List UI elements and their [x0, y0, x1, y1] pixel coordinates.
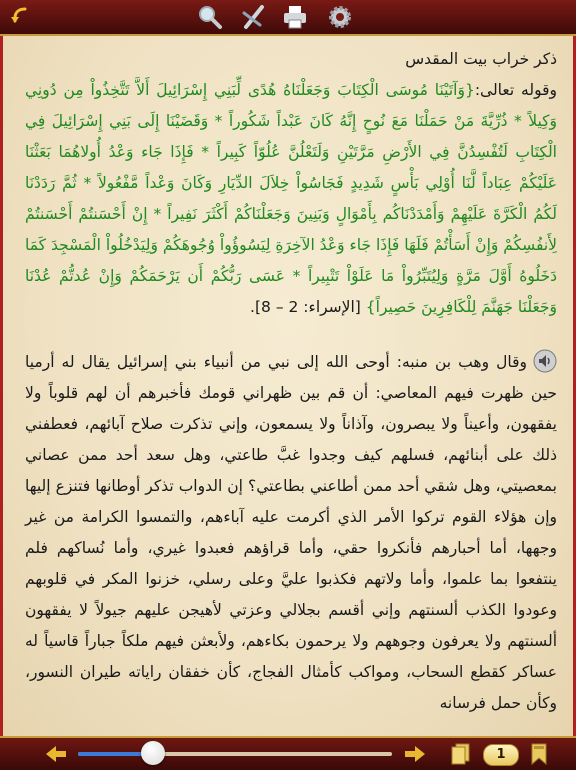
bookmark-icon[interactable] [528, 742, 550, 766]
section-heading: ذكر خراب بيت المقدس [405, 50, 557, 68]
gear-icon[interactable] [326, 3, 354, 31]
citation: [الإسراء: 2 – 8]. [250, 298, 366, 316]
bottom-toolbar [0, 736, 576, 770]
intro-text: وقوله تعالى: [474, 81, 557, 99]
quran-verse: {وَآتَيْنَا مُوسَى الْكِتَابَ وَجَعَلْنَاهُ هُدًى لِّبَنِي إِسْرَائِيلَ أَلاَّ تَتَّخِذُواْ مِن دُونِي وَكِيلاً * ذُرِّيَّةَ مَنْ حَمَلْنَا مَعَ نُوحٍ إِنَّهُ كَانَ عَبْداً شَكُوراً * وَقَضَيْنَا إِلَى بَنِي إِسْرَائِيلَ فِي الْكِتَابِ لَتُفْسِدُنَّ فِي الأَرْضِ مَرَّتَيْنِ وَلَتَعْلُنَّ عُلُوّاً كَبِيراً * فَإِذَا جَاء وَعْدُ أُولاهُمَا بَعَثْنَا عَلَيْكُمْ عِبَاداً لَّنَا أُوْلِي بَأْسٍ شَدِيدٍ فَجَاسُواْ خِلاَلَ الدِّيَارِ وَكَانَ وَعْداً مَّفْعُولاً * ثُمَّ رَدَدْنَا لَكُمُ الْكَرَّةَ عَلَيْهِمْ وَأَمْدَدْنَاكُم بِأَمْوَالٍ وَبَنِينَ وَجَعَلْنَاكُمْ أَكْثَرَ نَفِيراً * إِنْ أَحْسَنتُمْ أَحْسَنتُمْ لِأَنفُسِكُمْ وَإِنْ أَسَأْتُمْ فَلَهَا فَإِذَا جَاء وَعْدُ الآخِرَةِ لِيَسُوؤُواْ وُجُوهَكُمْ وَلِيَدْخُلُواْ الْمَسْجِدَ كَمَا دَخَلُوهُ أَوَّلَ مَرَّةٍ وَلِيُتَبِّرُواْ مَا عَلَوْاْ تَتْبِيراً * عَسَى رَبُّكُمْ أَن يَرْحَمَكُمْ وَإِنْ عُدتُّمْ عُدْنَا وَجَعَلْنَا جَهَنَّمَ لِلْكَافِرِينَ حَصِيراً} [25, 81, 557, 316]
page-slider[interactable] [78, 752, 392, 756]
arrow-right-icon[interactable] [403, 744, 427, 764]
page-number-badge: 1 [483, 744, 519, 766]
back-arrow-icon[interactable] [8, 3, 36, 31]
slider-thumb[interactable] [141, 741, 165, 765]
search-icon[interactable] [196, 3, 224, 31]
book-page [0, 36, 576, 736]
narration-paragraph [25, 347, 557, 719]
pen-ruler-icon[interactable] [240, 3, 268, 31]
speaker-icon[interactable] [533, 349, 557, 373]
narration-text: وقال وهب بن منبه: أوحى الله إلى نبي من أنبياء بني إسرائيل يقال له أرميا حين ظهرت فيهم المعاصي: أن قم بين ظهراني قومك فأخبرهم أن لهم قلوباً ولا يفقهون، وأعيناً ولا يبصرون، وآذاناً ولا يسمعون، وإني تذكرت صلاح آبائهم، فعطفني ذلك على أبنائهم، فسلهم كيف وجدوا غبَّ طاعتي، وهل سعد أحد ممن عصاني بمعصيتي، وهل شقي أحد ممن أطاعني بطاعتي؟ إن الدواب تذكر أوطانها فتنزع إليها وإن هؤلاء القوم تركوا الأمر الذي أكرمت عليه آباءهم، والتمسوا الكرامة من غير وجهها، أما أحبارهم فأنكروا حقي، وأما قراؤهم فعبدوا غيري، وأما نُساكهم فلم ينتفعوا بما علموا، وأما ولاتهم فكذبوا عليَّ وعلى رسلي، خزنوا المكر في قلوبهم وعودوا الكذب ألسنتهم وإني أقسم بجلالي وعزتي لأهيجن عليهم جيولاً لا يفقهون ألسنتهم ولا يعرفون وجوههم ولا يرحمون بكاءهم، ولأبعثن فيهم ملكاً جباراً قاسياً له عساكر كقطع السحاب، ومواكب كأمثال الفجاج، كأن خفقان راياته طيران النسور، وكأن حمل فرسانه [25, 353, 557, 712]
top-toolbar [0, 0, 576, 36]
quran-paragraph [25, 75, 557, 323]
arrow-left-icon[interactable] [44, 744, 68, 764]
print-icon[interactable] [281, 3, 309, 31]
bookmarks-icon[interactable] [450, 742, 472, 766]
page-text [25, 44, 557, 719]
